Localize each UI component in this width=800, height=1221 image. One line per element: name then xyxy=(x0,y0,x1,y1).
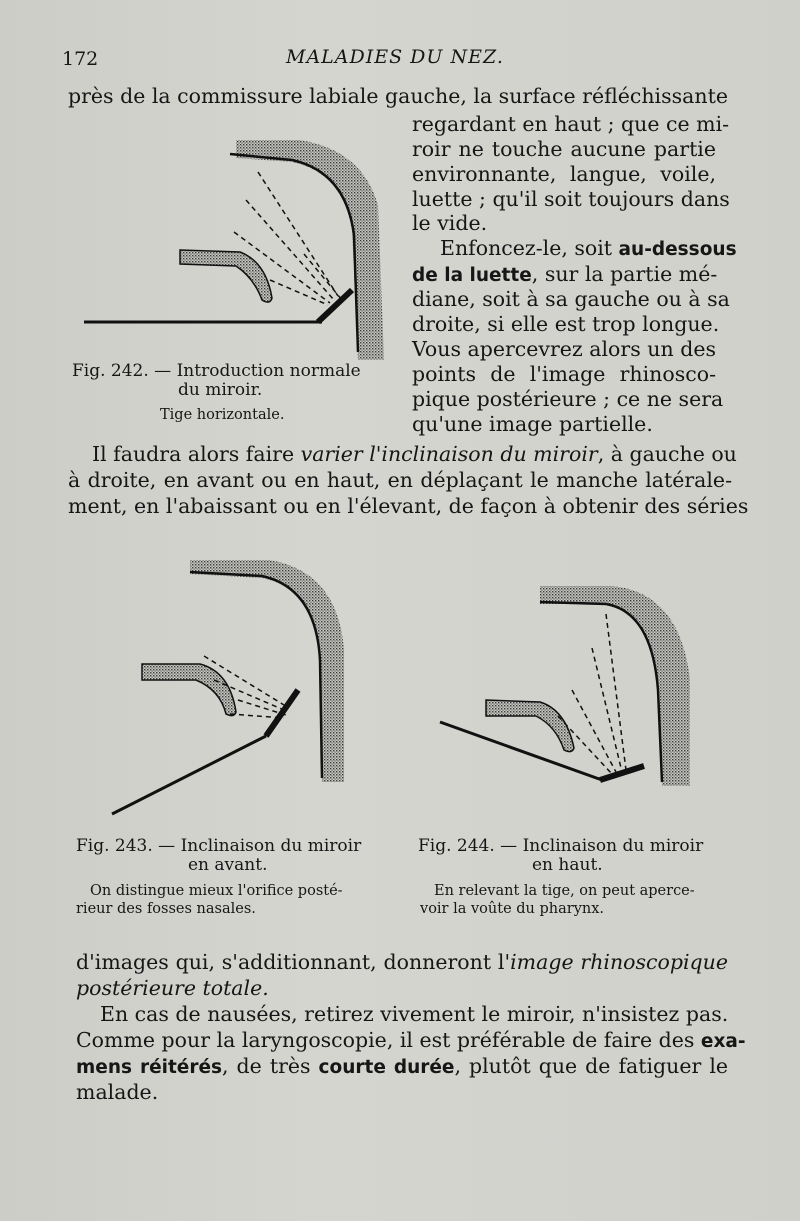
text-span: , sur la partie mé- xyxy=(531,262,718,286)
figure-subcaption: Tige horizontale. xyxy=(160,407,285,423)
bold-span: mens réitérés xyxy=(76,1057,223,1078)
text-line xyxy=(92,442,737,466)
text-line: environnante, langue, voile, xyxy=(412,162,716,186)
text-line: près de la commissure labiale gauche, la surface réfléchissante xyxy=(68,84,728,108)
text-line: points de l'image rhinosco- xyxy=(412,362,716,386)
text-line xyxy=(76,950,728,974)
text-line: ment, en l'abaissant ou en l'élevant, de façon à obtenir des séries xyxy=(68,494,749,518)
text-span: Il faudra alors faire xyxy=(92,442,301,466)
running-title: MALADIES DU NEZ. xyxy=(286,46,504,68)
text-line xyxy=(76,1054,728,1078)
text-line: malade. xyxy=(76,1080,159,1104)
text-line: En cas de nausées, retirez vivement le miroir, n'insistez pas. xyxy=(100,1002,729,1026)
figure-caption: Fig. 244. — Inclinaison du miroir xyxy=(418,836,704,856)
italic-span: varier l'inclinaison du miroir xyxy=(300,442,598,466)
text-line: Vous apercevrez alors un des xyxy=(412,337,716,361)
figure-caption: du miroir. xyxy=(178,380,263,400)
figure-subcaption: voir la voûte du pharynx. xyxy=(420,901,605,917)
figure-caption: Fig. 243. — Inclinaison du miroir xyxy=(76,836,362,856)
text-line: droite, si elle est trop longue. xyxy=(412,312,720,336)
text-span: , à gauche ou xyxy=(597,442,737,466)
italic-span: image rhinoscopique xyxy=(510,950,728,974)
italic-span: postérieure totale. xyxy=(76,976,269,1000)
figure-subcaption: On distingue mieux l'orifice posté- xyxy=(90,883,343,899)
bold-span: au-dessous xyxy=(618,239,737,260)
text-line: diane, soit à sa gauche ou à sa xyxy=(412,287,730,311)
text-line xyxy=(440,236,737,260)
figure-subcaption: En relevant la tige, on peut aperce- xyxy=(434,883,695,899)
figure-caption: Fig. 242. — Introduction normale xyxy=(72,361,361,381)
text-line xyxy=(76,976,269,1000)
figure-caption: en avant. xyxy=(188,855,268,875)
text-span: d'images qui, s'additionnant, donneront l' xyxy=(76,950,511,974)
figure-subcaption: rieur des fosses nasales. xyxy=(76,901,256,917)
text-span: Enfoncez-le, soit xyxy=(440,236,619,260)
bold-span: courte durée xyxy=(318,1057,455,1078)
text-line xyxy=(76,1028,746,1052)
bold-span: exa- xyxy=(700,1031,746,1052)
bold-span: de la luette xyxy=(412,265,532,286)
text-line xyxy=(412,262,716,286)
text-line: à droite, en avant ou en haut, en déplaçant le manche latérale- xyxy=(68,468,732,492)
figure-caption: en haut. xyxy=(532,855,603,875)
text-line: regardant en haut ; que ce mi- xyxy=(412,112,730,136)
text-line: le vide. xyxy=(412,211,488,235)
text-span: , plutôt que de fatiguer le xyxy=(454,1054,729,1078)
text-line: pique postérieure ; ce ne sera xyxy=(412,387,724,411)
page-number: 172 xyxy=(62,48,99,70)
text-span: , de très xyxy=(222,1054,319,1078)
text-line: roir ne touche aucune partie xyxy=(412,137,716,161)
text-span: Comme pour la laryngoscopie, il est préférable de faire des xyxy=(76,1028,701,1052)
text-line: qu'une image partielle. xyxy=(412,412,653,436)
text-line: luette ; qu'il soit toujours dans xyxy=(412,187,730,211)
